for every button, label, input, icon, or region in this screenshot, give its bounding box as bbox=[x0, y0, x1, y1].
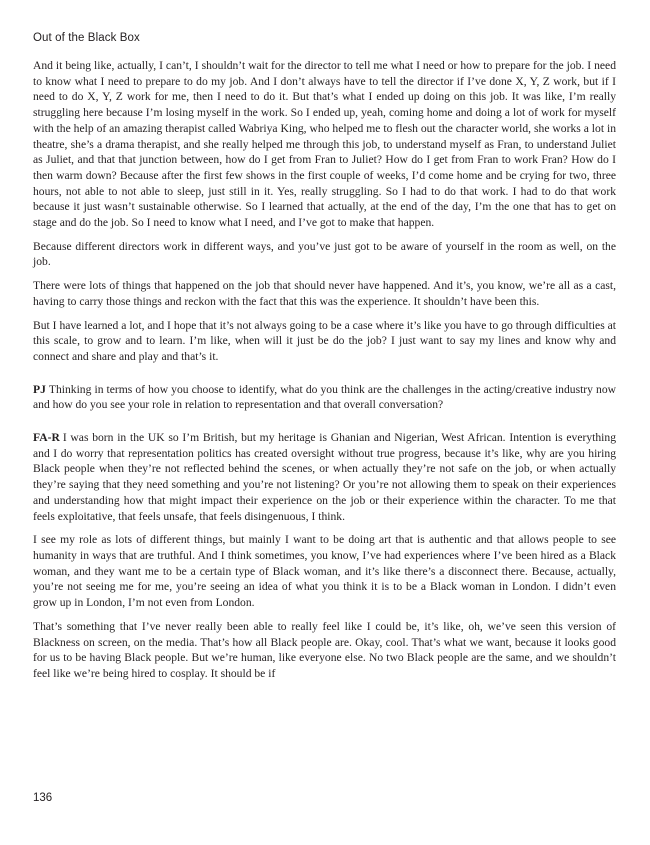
answer-paragraph bbox=[33, 430, 616, 524]
paragraph-text: Because different directors work in different ways, and you’ve just got to be aware of yourself in the room as well, on the job. bbox=[33, 239, 616, 269]
paragraph bbox=[33, 58, 616, 231]
paragraph bbox=[33, 532, 616, 611]
speaker-label: PJ bbox=[33, 382, 46, 396]
paragraph-text: Thinking in terms of how you choose to identify, what do you think are the challenges in the acting/creative industry now and how do you see your role in relation to representation and that overall conversation? bbox=[33, 382, 616, 412]
paragraph-text: But I have learned a lot, and I hope that it’s not always going to be a case where it’s like you have to go through difficulties at this scale, to grow and to learn. I’m like, when will it just be do the job? I just want to say my lines and know why and connect and share and play and that’s it. bbox=[33, 318, 616, 363]
question-paragraph bbox=[33, 382, 616, 413]
paragraph-text: I see my role as lots of different things, but mainly I want to be doing art that is authentic and that allows people to see humanity in ways that are truthful. And I think sometimes, you know, I’ve had experiences where I’ve been hired as a Black woman, and they want me to be a certain type of Black woman, and it’s like there’s a disconnect there. Because, actually, you’re not seeing me for me, you’re seeing an idea of what you think it is to be a Black woman in London. I didn’t even grow up in London, I’m not even from London. bbox=[33, 533, 616, 610]
paragraph-text: That’s something that I’ve never really been able to really feel like I could be, it’s like, oh, we’ve seen this version of Blackness on screen, on the media. That’s how all Black people are. Okay, cool. That’s what we want, because it looks good for us to be having Black people. But we’re human, like everyone else. No two Black people are the same, and we shouldn’t feel like we’re being hired to cosplay. It should be if bbox=[33, 619, 616, 680]
paragraph-text: And it being like, actually, I can’t, I shouldn’t wait for the director to tell me what I need or how to prepare for the job. I need to know what I need to prepare to do my job. And I don’t always have to tell the director if I’ve done X, Y, Z work, but if I need to do X, Y, Z work for me, then I need to do it. But that’s what I ended up doing on this job. It was like, I’m really struggling here because I’m losing myself in the work. So I ended up, yeah, coming home and doing a lot of work for myself with the help of an amazing therapist called Wabriya King, who helped me to flesh out the character world, she works a lot in theatre, she’s a drama therapist, and she really helped me through this job, to understand myself as Fran, to understand Juliet as Juliet, and that that junction between, how do I get from Fran to Juliet? How do I get from Fran to work Fran? How do I then warm down? Because after the first few shows in the first couple of weeks, I’d come home and be crying for two, three hours, not able to not able to sleep, just still in it. Yes, really struggling. So I had to do that work. I had to do that work because it just wasn’t sustainable otherwise. So I learned that actually, at the end of the day, I’m the one that has to get on stage and do the job. So I need to know what I need, and I’ve got to make that happen. bbox=[33, 59, 616, 230]
paragraph-text: I was born in the UK so I’m British, but my heritage is Ghanian and Nigerian, West African. Intention is everything and I do worry that representation politics has created oversight without true progress, because it’s like, why are you hiring Black people when they’re not reflected behind the scenes, or when actually they’re not safe on the job, or when actually they’re saying that they need something and you’re not listening? Or you’re not allowing them to speak on their experiences and understanding how that might impact their experience on the job or their experience within the character. To me that feels exploitative, that feels unsafe, that feels disingenuous, I think. bbox=[33, 431, 616, 523]
interview-body bbox=[33, 58, 616, 690]
paragraph bbox=[33, 318, 616, 365]
paragraph-text: There were lots of things that happened on the job that should never have happened. And it’s, you know, we’re all as a cast, having to carry those things and reckon with the fact that this was the experience. It shouldn’t have been this. bbox=[33, 279, 616, 308]
page-number: 136 bbox=[33, 792, 53, 804]
running-head: Out of the Black Box bbox=[33, 32, 140, 44]
paragraph bbox=[33, 239, 616, 270]
paragraph bbox=[33, 278, 616, 309]
paragraph bbox=[33, 619, 616, 682]
speaker-label: FA-R bbox=[33, 431, 60, 445]
